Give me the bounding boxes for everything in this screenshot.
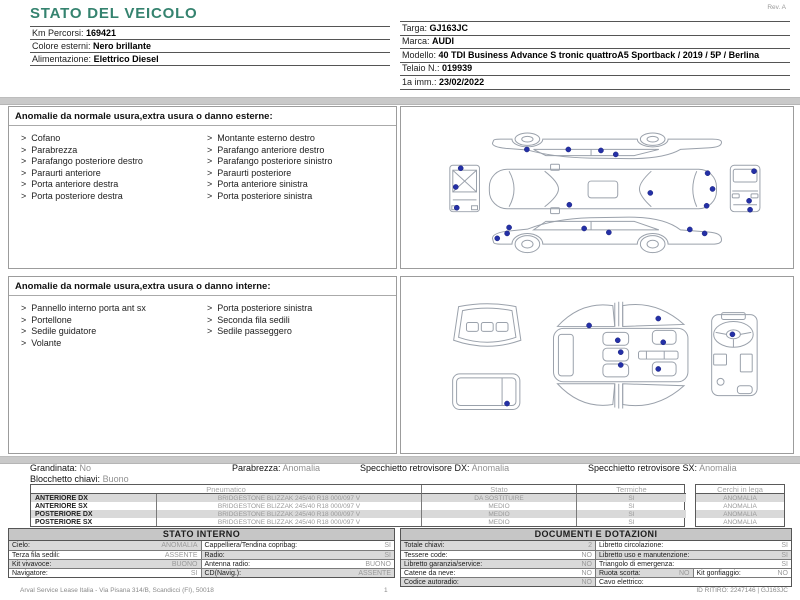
tire-stato: MEDIO (421, 518, 576, 526)
interior-damage-diagram (401, 277, 791, 451)
anomaly-item: > Seconda fila sedili (207, 314, 290, 325)
interior-anomalies-col1 (21, 303, 146, 349)
tire-position: ANTERIORE SX (35, 502, 88, 510)
damage-dot (747, 207, 752, 212)
list-marker-icon: > (207, 144, 213, 155)
anomaly-item: > Porta anteriore sinistra (207, 179, 308, 189)
interior-anomalies-col2 (207, 303, 312, 338)
footer-page-number: 1 (384, 587, 388, 594)
list-marker-icon: > (207, 326, 213, 336)
tire-termiche: SI (576, 502, 686, 510)
cerchi-value: ANOMALIA (723, 502, 757, 510)
anomaly-item: > Montante esterno destro (207, 133, 315, 143)
tire-position: POSTERIORE SX (35, 518, 93, 526)
cerchi-table (695, 484, 785, 527)
damage-dot (453, 184, 458, 189)
damage-dot (618, 362, 623, 367)
exterior-anomalies-panel (8, 106, 397, 269)
field-cielo: Cielo: ANOMALIA (9, 541, 202, 550)
field-ruota-scorta: Ruota scorta: NO (596, 569, 694, 577)
tire-termiche: SI (576, 510, 686, 518)
tire-stato: MEDIO (421, 502, 576, 510)
list-marker-icon: > (21, 326, 27, 336)
list-marker-icon: > (21, 314, 27, 325)
field-radio: Radio: SI (202, 550, 395, 559)
tire-header-termiche: Termiche (576, 485, 686, 494)
anomaly-item: > Porta anteriore destra (21, 179, 119, 189)
exterior-anomalies-col2 (207, 133, 332, 202)
info-row-km: Km Percorsi: 169421 (30, 26, 390, 40)
damage-dot (505, 231, 510, 236)
anomaly-item: > Cofano (21, 133, 61, 143)
damage-dot (458, 166, 463, 171)
tire-position: POSTERIORE DX (31, 510, 156, 518)
damage-dot (613, 152, 618, 157)
anomaly-item: > Porta posteriore sinistra (207, 303, 313, 313)
field-ruota-scorta-kit (596, 568, 791, 577)
tire-spec: BRIDGESTONE BLIZZAK 245/40 R18 000/097 V (156, 502, 421, 510)
list-marker-icon: > (207, 156, 213, 166)
documenti-title: DOCUMENTI E DOTAZIONI (401, 529, 791, 541)
damage-dot (687, 227, 692, 232)
tire-termiche: SI (576, 518, 686, 526)
field-cappelliera: Cappelliera/Tendina copribag: SI (204, 542, 391, 549)
status-specchietto-dx: Specchietto retrovisore DX: Anomalia (360, 463, 510, 473)
field-cavo-elettrico: Cavo elettrico: (596, 577, 791, 586)
field-navigatore: Navigatore: SI (9, 568, 202, 577)
list-marker-icon: > (21, 144, 27, 155)
damage-dot (507, 225, 512, 230)
damage-dot (702, 231, 707, 236)
tire-stato: DA SOSTITUIRE (421, 494, 576, 502)
list-marker-icon: > (207, 167, 213, 178)
status-grandinata: Grandinata: No (30, 463, 92, 473)
cerchi-value: ANOMALIA (696, 494, 784, 502)
field-terza-fila: Terza fila sedili: ASSENTE (9, 550, 202, 559)
stato-interno-table (9, 541, 394, 577)
exterior-damage-diagram (401, 107, 791, 266)
damage-dot (582, 226, 587, 231)
list-marker-icon: > (21, 133, 27, 143)
anomaly-item: > Parafango anteriore destro (207, 144, 325, 155)
tire-header-pneumatico: Pneumatico (31, 485, 421, 494)
exterior-anomalies-col1 (21, 133, 143, 202)
damage-dot (598, 148, 603, 153)
damage-dot (730, 332, 735, 337)
anomaly-item: > Paraurti anteriore (21, 167, 101, 178)
field-totale-chiavi: Totale chiavi: 2 (401, 541, 596, 550)
anomaly-item: > Porta posteriore sinistra (207, 190, 313, 201)
tire-header-stato: Stato (421, 485, 576, 494)
list-marker-icon: > (21, 337, 27, 348)
field-kit-gonfiaggio: Kit gonfiaggio: NO (694, 569, 792, 577)
list-marker-icon: > (207, 314, 213, 325)
exterior-anomalies-title: Anomalie da normale usura,extra usura o danno esterne: (9, 107, 396, 126)
page-title: STATO DEL VEICOLO (30, 5, 198, 22)
list-marker-icon: > (21, 303, 27, 313)
list-marker-icon: > (207, 190, 213, 201)
damage-dot (656, 316, 661, 321)
damage-dot (495, 236, 500, 241)
damage-dot (705, 171, 710, 176)
tire-position: ANTERIORE DX (31, 494, 156, 502)
list-marker-icon: > (21, 167, 27, 178)
damage-dot (656, 366, 661, 371)
documenti-section (400, 528, 792, 587)
anomaly-item: > Porta posteriore destra (21, 190, 123, 201)
info-row-targa: Targa: GJ163JC (400, 21, 790, 36)
damage-dot (524, 147, 529, 152)
footer-id-ritiro: ID RITIRO: 2247146 | GJ163JC (696, 587, 788, 594)
cerchi-value: ANOMALIA (696, 510, 784, 518)
list-marker-icon: > (21, 190, 27, 201)
field-catene-neve: Catene da neve: NO (401, 568, 596, 577)
vehicle-info-left (30, 26, 390, 66)
field-tessere-code: Tessere code: NO (401, 550, 596, 559)
interior-anomalies-panel (8, 276, 397, 454)
field-libretto-garanzia: Libretto garanzia/service: NO (401, 559, 596, 568)
info-row-imm: 1a imm.: 23/02/2022 (400, 76, 790, 90)
interior-diagram-panel (400, 276, 794, 454)
revision-label: Rev. A (767, 4, 786, 11)
damage-dot (618, 350, 623, 355)
list-marker-icon: > (207, 303, 213, 313)
info-row-marca: Marca: AUDI (400, 36, 790, 50)
info-row-colore: Colore esterni: Nero brillante (30, 40, 390, 53)
damage-dot (710, 186, 715, 191)
damage-dot (566, 147, 571, 152)
info-row-alimentazione: Alimentazione: Elettrico Diesel (30, 53, 390, 66)
info-row-telaio: Telaio N.: 019939 (400, 63, 790, 77)
stato-interno-title: STATO INTERNO (9, 529, 394, 541)
status-parabrezza: Parabrezza: Anomalia (232, 463, 321, 473)
anomaly-item: > Volante (21, 337, 62, 348)
cerchi-header: Cerchi in lega (696, 485, 784, 494)
field-triangolo: Triangolo di emergenza: SI (596, 559, 791, 568)
anomaly-item: > Sedile guidatore (21, 326, 97, 336)
tire-stato: MEDIO (421, 510, 576, 518)
anomaly-item: > Parabrezza (21, 144, 78, 155)
damage-dot (615, 338, 620, 343)
damage-dot (751, 169, 756, 174)
list-marker-icon: > (207, 179, 213, 189)
status-specchietto-sx: Specchietto retrovisore SX: Anomalia (588, 463, 737, 473)
anomaly-item: > Portellone (21, 314, 72, 325)
stato-interno-section (8, 528, 395, 578)
list-marker-icon: > (21, 179, 27, 189)
damage-dot (606, 230, 611, 235)
anomaly-item: > Paraurti posteriore (207, 167, 292, 178)
damage-dot (504, 401, 509, 406)
field-antenna-radio: Antenna radio: BUONO (202, 559, 395, 568)
vehicle-info-right (400, 21, 790, 90)
damage-dot (454, 205, 459, 210)
damage-dot (704, 203, 709, 208)
tire-table (30, 484, 685, 527)
field-kit-vivavoce: Kit vivavoce: BUONO (9, 559, 202, 568)
tire-spec: BRIDGESTONE BLIZZAK 245/40 R18 000/097 V (156, 518, 421, 526)
field-cd-navig: CD(Navig.): ASSENTE (202, 568, 395, 577)
interior-anomalies-title: Anomalie da normale usura,extra usura o danno interne: (9, 277, 396, 296)
damage-dot (587, 323, 592, 328)
status-blocchetto-chiavi: Blocchetto chiavi: Buono (30, 474, 129, 484)
damage-dot (661, 340, 666, 345)
separator-bar (0, 97, 800, 105)
field-libretto-circolazione: Libretto circolazione: SI (599, 542, 788, 549)
field-libretto-uso: Libretto uso e manutenzione: SI (596, 550, 791, 559)
anomaly-item: > Parafango posteriore destro (21, 156, 143, 166)
anomaly-item: > Pannello interno porta ant sx (21, 303, 146, 313)
cerchi-value: ANOMALIA (723, 518, 757, 526)
list-marker-icon: > (21, 156, 27, 166)
tire-termiche: SI (576, 494, 686, 502)
field-codice-autoradio: Codice autoradio: NO (401, 577, 596, 586)
list-marker-icon: > (207, 133, 213, 143)
anomaly-item: > Sedile passeggero (207, 326, 292, 336)
tire-spec: BRIDGESTONE BLIZZAK 245/40 R18 000/097 V (156, 494, 421, 502)
documenti-table (401, 541, 791, 586)
damage-dot (567, 202, 572, 207)
damage-dot (747, 198, 752, 203)
footer-address: Arval Service Lease Italia - Via Pisana 314/B, Scandicci (FI), 50018 (20, 587, 214, 594)
tire-spec: BRIDGESTONE BLIZZAK 245/40 R18 000/097 V (156, 510, 421, 518)
exterior-diagram-panel (400, 106, 794, 269)
damage-dot (648, 190, 653, 195)
info-row-modello: Modello: 40 TDI Business Advance S tronic quattroA5 Sportback / 2019 / 5P / Berlina (400, 49, 790, 63)
anomaly-item: > Parafango posteriore sinistro (207, 156, 333, 166)
